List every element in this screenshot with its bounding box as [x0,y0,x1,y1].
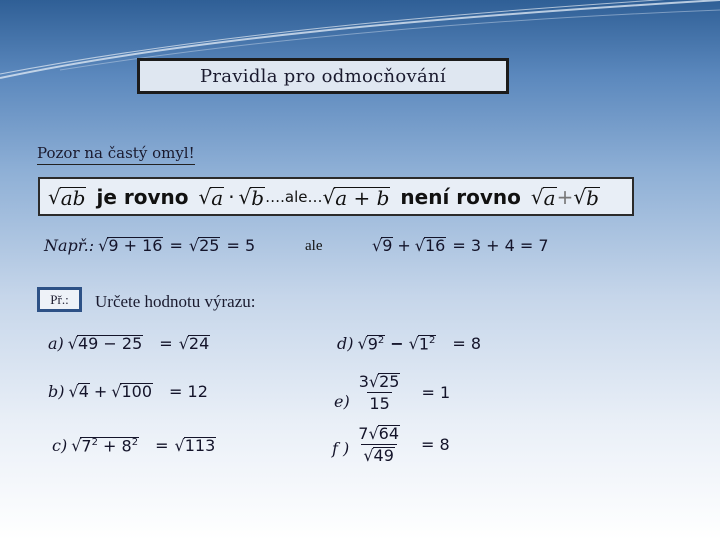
exercise-a-answer: √ 24 [178,334,210,354]
sqrt-a-plus-b: √ a + b [322,184,390,210]
sqrt-a-second: √ a [530,184,556,210]
exercise-c [52,436,216,455]
exercise-d [337,334,481,353]
ale-text: ale [305,238,323,254]
example-right-result: = 3 + 4 = 7 [452,236,549,255]
exercise-c-label: c) [52,436,68,455]
warning-heading: Pozor na častý omyl! [37,144,195,165]
exercise-f-result: = 8 [421,435,450,454]
exercise-d-result: = 8 [452,334,482,353]
example-row-right [372,236,549,255]
sqrt-b-second: √ b [573,184,599,210]
example-result: = 5 [226,236,256,255]
not-equal-text: není rovno [400,184,521,209]
exercise-c-sqrt: √ $7^2 + 8^2$ [71,436,139,456]
exercise-f-fraction: 7 √ 64 √ 49 [358,424,399,466]
exercise-f-label: f ) [332,439,350,458]
exercise-b-label: b) [48,382,65,401]
exercise-e-result: = 1 [421,383,451,402]
example-sqrt-9-16: √ 9 + 16 [98,236,163,256]
task-instruction: Určete hodnotu výrazu: [95,292,256,311]
sqrt-ab: √ ab [48,184,86,210]
exercise-b [48,382,208,401]
exercise-b-result: = 12 [169,382,208,401]
exercise-d-minus: − [390,334,404,353]
exercise-d-sqrt-9: √ $9^2$ [357,334,385,354]
exercise-c-answer: √ 113 [174,436,216,456]
exercise-e [334,372,450,413]
sqrt-a: √ a [198,184,224,210]
exercise-e-label: e) [334,392,350,411]
is-equal-text: je rovno [96,184,189,209]
exercise-d-label: d) [337,334,354,353]
exercise-a [48,334,210,353]
sqrt-16: √ 16 [414,236,446,256]
example-sqrt-25: √ 25 [188,236,220,256]
example-label: Např.: [44,236,95,255]
sqrt-b: √ b [238,184,265,210]
but-text: ….ale… [265,187,323,206]
exercise-a-equals: = [159,334,173,353]
plus-operator: + [556,184,574,209]
plus-sign: + [397,236,411,255]
example-row [44,236,255,255]
exercise-a-sqrt: √ 49 − 25 [67,334,143,354]
exercise-c-equals: = [155,436,169,455]
slide-title-text: Pravidla pro odmocňování [199,65,447,87]
exercise-b-plus: + [93,382,108,401]
exercise-a-label: a) [48,334,64,353]
exercise-d-sqrt-1: √ $1^2$ [408,334,436,354]
slide-title [137,58,509,94]
exercise-f [332,424,450,465]
example-badge [37,287,82,312]
dot-operator: · [228,184,235,209]
rule-formula-box [38,177,634,216]
equals-sign: = [169,236,183,255]
exercise-b-sqrt-100: √ 100 [111,382,153,402]
exercise-e-fraction: 3 √ 25 15 [358,372,400,413]
exercise-b-sqrt-4: √ 4 [68,382,89,402]
sqrt-9: √ 9 [372,236,393,256]
example-badge-label: Př.: [50,291,69,307]
